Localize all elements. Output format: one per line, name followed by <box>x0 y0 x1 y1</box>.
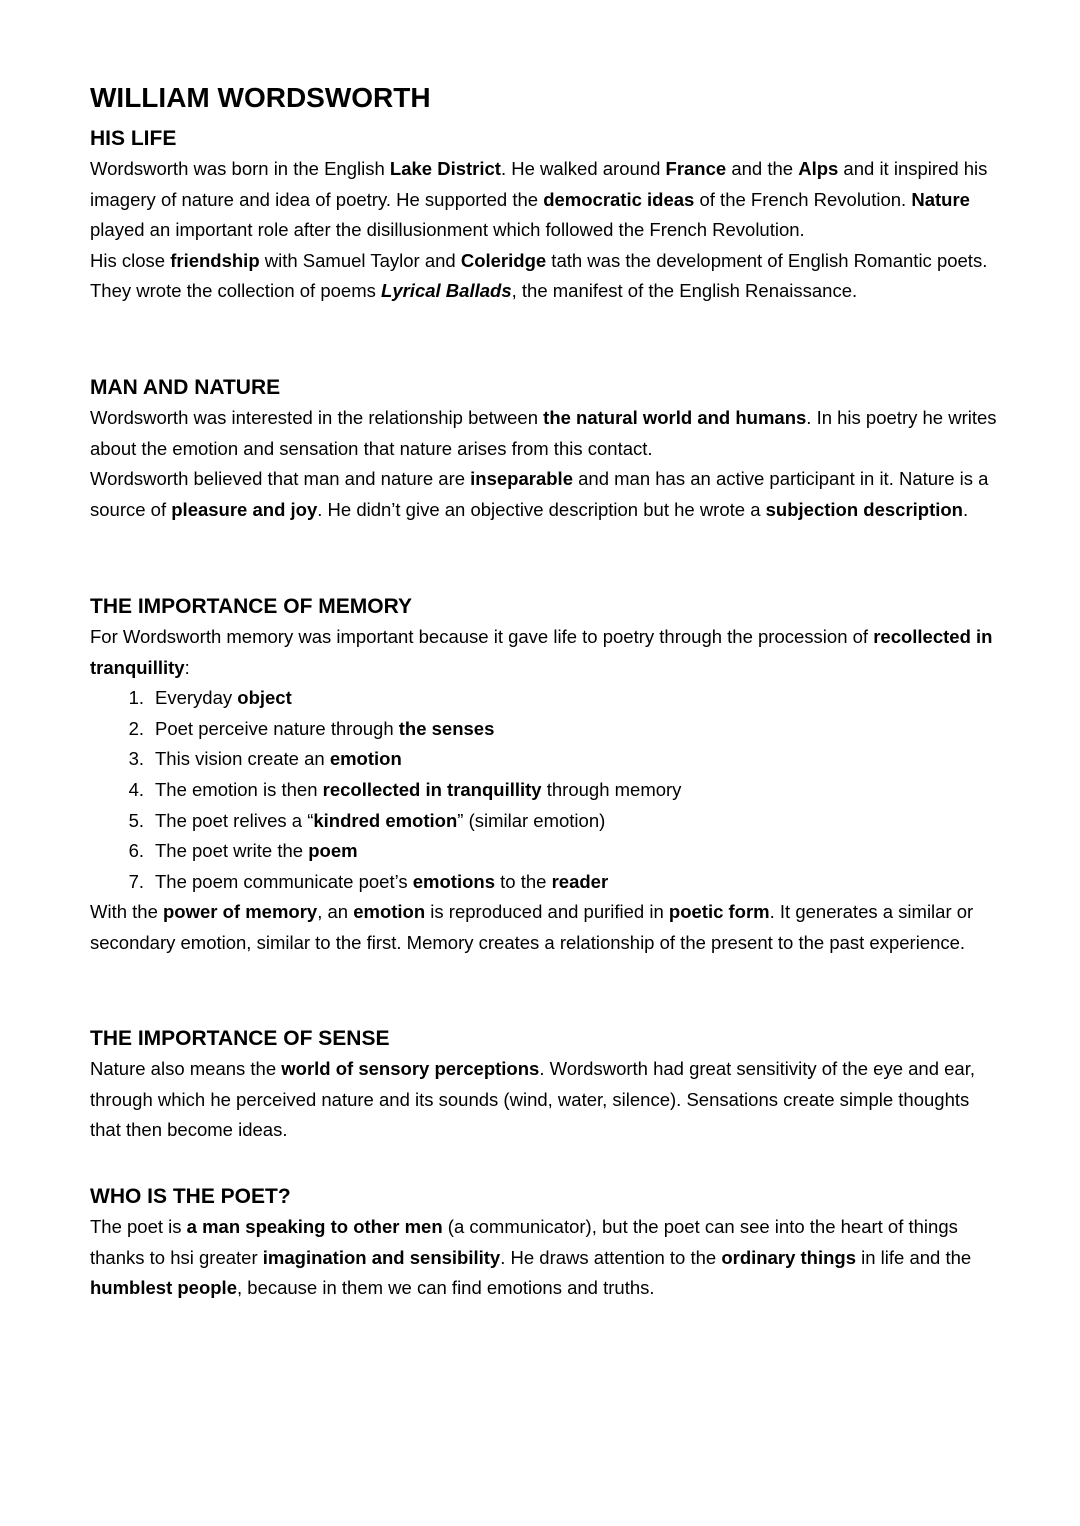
list-number: 1. <box>128 687 144 709</box>
emphasis-text: emotions <box>412 870 495 892</box>
emphasis-text: poem <box>308 840 358 862</box>
emphasis-text: humblest people <box>90 1277 237 1299</box>
emphasis-text: the senses <box>398 717 495 739</box>
text-run: This vision create an <box>155 748 330 770</box>
text-run: Wordsworth believed that man and nature are <box>90 468 471 490</box>
emphasis-text: emotion <box>329 748 402 770</box>
paragraph <box>90 1054 1000 1146</box>
text-run: . It generates a similar or secondary emotion, similar to the first. Memory creates a relationship of the present to the past experience. <box>90 901 974 953</box>
text-run: The poet is <box>90 1216 187 1237</box>
emphasis-text: subjection description <box>765 498 963 520</box>
emphasis-text: France <box>665 158 727 179</box>
text-run: . In his poetry he writes about the emotion and sensation that nature arises from this contact. <box>90 407 997 459</box>
text-run: The poet relives a “ <box>155 809 314 831</box>
list-number: 3. <box>128 748 144 770</box>
section-man-and-nature <box>90 373 1000 525</box>
document-title: WILLIAM WORDSWORTH <box>90 82 431 113</box>
emphasis-text: recollected in tranquillity <box>322 778 542 800</box>
text-run: , because in them we can find emotions and truths. <box>237 1277 655 1299</box>
emphasis-text: power of memory <box>163 901 318 923</box>
section-heading: WHO IS THE POET? <box>90 1185 291 1208</box>
emphasis-text: recollected in tranquillity <box>90 626 993 678</box>
emphasis-text: Coleridge <box>460 249 547 271</box>
emphasis-text: democratic ideas <box>543 188 695 210</box>
list-item <box>90 836 1000 867</box>
text-run: (a communicator), but the poet can see into the heart of things thanks to hsi greater <box>90 1216 958 1268</box>
list-item <box>90 806 1000 837</box>
list-item <box>90 744 1000 775</box>
text-run: Wordsworth was born in the English <box>90 158 390 179</box>
text-run: . He didn’t give an objective description but he wrote a <box>317 498 766 520</box>
list-item <box>90 867 1000 898</box>
text-run: The poet write the <box>155 840 309 862</box>
text-run: ” (similar emotion) <box>457 809 606 831</box>
section-his-life <box>90 124 1000 307</box>
list-number: 7. <box>128 870 144 892</box>
section-who-is-the-poet <box>90 1182 1000 1304</box>
text-run: and the <box>726 158 799 179</box>
text-run: For Wordsworth memory was important because it gave life to poetry through the procession of <box>90 626 874 647</box>
text-run: of the French Revolution. <box>694 188 912 210</box>
text-run: His close <box>90 249 171 271</box>
paragraph <box>90 403 1000 464</box>
memory-process-list <box>90 683 1000 897</box>
text-run: , the manifest of the English Renaissance. <box>511 280 858 302</box>
text-run: , an <box>317 901 354 923</box>
emphasis-text: ordinary things <box>721 1246 856 1268</box>
section-importance-of-memory <box>90 592 1000 959</box>
paragraph <box>90 622 1000 683</box>
text-run: The emotion is then <box>155 778 323 800</box>
emphasis-text: Nature <box>911 188 970 210</box>
emphasis-text: pleasure and joy <box>171 498 318 520</box>
emphasis-text: a man speaking to other men <box>186 1216 443 1237</box>
emphasis-text: emotion <box>353 901 426 923</box>
text-run: tath was the development of English Romantic poets. They wrote the collection of poems <box>90 249 988 302</box>
text-run: in life and the <box>856 1246 972 1268</box>
text-run: Poet perceive nature through <box>155 717 399 739</box>
text-run: . He walked around <box>500 158 666 179</box>
list-number: 6. <box>128 840 144 862</box>
section-heading: HIS LIFE <box>90 127 177 150</box>
text-run: is reproduced and purified in <box>425 901 669 923</box>
text-run: and man has an active participant in it. Nature is a source of <box>90 468 989 520</box>
text-run: . Wordsworth had great sensitivity of the eye and ear, through which he perceived nature and its sounds (wind, water, silence). Sensations create simple thoughts that then become ideas. <box>90 1058 975 1141</box>
text-run: Everyday <box>155 687 238 709</box>
text-run: to the <box>495 870 552 892</box>
emphasis-text: reader <box>551 870 609 892</box>
paragraph <box>90 897 1000 958</box>
emphasis-text: Lyrical Ballads <box>381 280 512 302</box>
emphasis-text: friendship <box>170 249 260 271</box>
list-number: 4. <box>128 778 144 800</box>
list-number: 2. <box>128 717 144 739</box>
emphasis-text: Alps <box>798 158 839 179</box>
paragraph <box>90 464 1000 525</box>
text-run: . <box>962 498 969 520</box>
paragraph <box>90 1212 1000 1304</box>
text-run: With the <box>90 901 163 923</box>
text-run: played an important role after the disillusionment which followed the French Revolution. <box>90 219 805 241</box>
text-run: The poem communicate poet’s <box>155 870 413 892</box>
text-run: Wordsworth was interested in the relationship between <box>90 407 544 428</box>
section-heading: THE IMPORTANCE OF MEMORY <box>90 595 412 618</box>
paragraph <box>90 246 1000 307</box>
emphasis-text: inseparable <box>470 468 573 490</box>
list-item <box>90 775 1000 806</box>
list-number: 5. <box>128 809 144 831</box>
text-run: with Samuel Taylor and <box>259 249 461 271</box>
list-item <box>90 683 1000 714</box>
emphasis-text: poetic form <box>668 901 770 923</box>
text-run: . He draws attention to the <box>500 1246 722 1268</box>
emphasis-text: imagination and sensibility <box>262 1246 501 1268</box>
emphasis-text: kindred emotion <box>313 809 458 831</box>
section-importance-of-sense <box>90 1024 1000 1146</box>
text-run: : <box>184 656 190 678</box>
section-heading: MAN AND NATURE <box>90 376 281 399</box>
emphasis-text: the natural world and humans <box>543 407 807 428</box>
emphasis-text: world of sensory perceptions <box>281 1058 540 1079</box>
text-run: through memory <box>541 778 682 800</box>
section-heading: THE IMPORTANCE OF SENSE <box>90 1027 390 1050</box>
emphasis-text: Lake District <box>389 158 501 179</box>
text-run: and it inspired his imagery of nature and idea of poetry. He supported the <box>90 158 988 210</box>
text-run: Nature also means the <box>90 1058 282 1079</box>
emphasis-text: object <box>237 687 292 709</box>
list-item <box>90 714 1000 745</box>
paragraph <box>90 154 1000 246</box>
